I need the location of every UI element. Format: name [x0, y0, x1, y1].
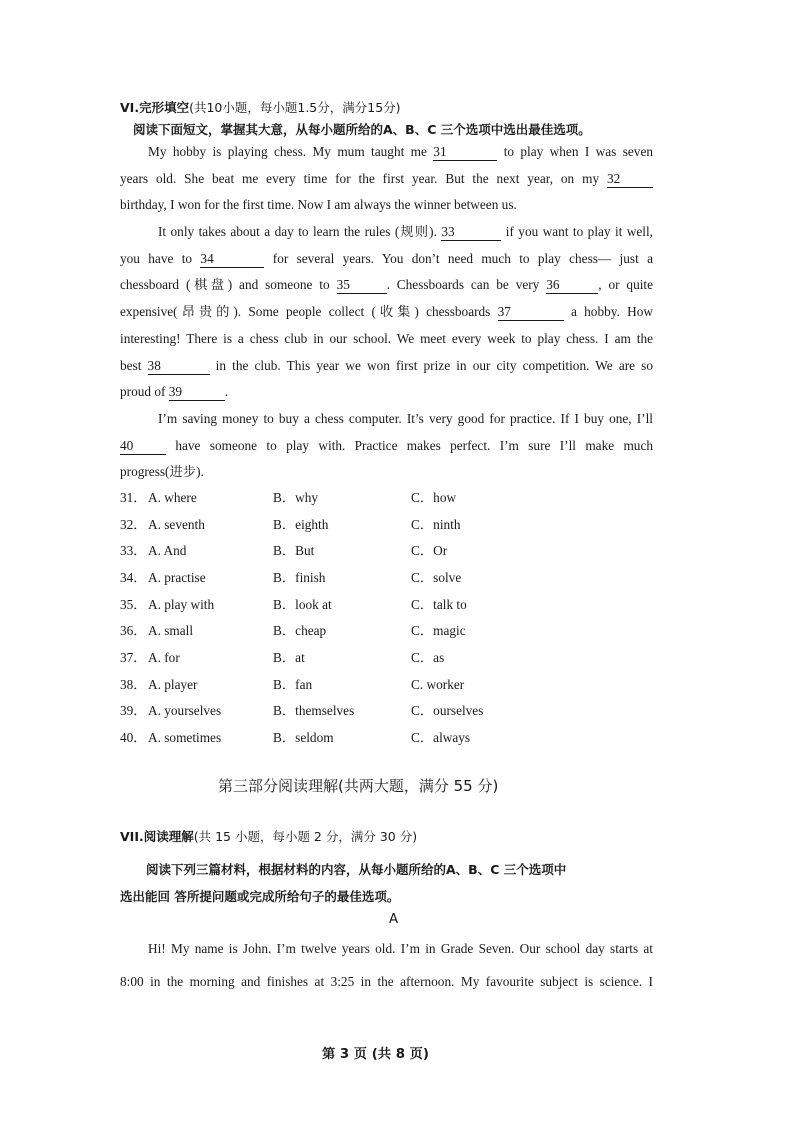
section-vii-instruction-line1: 阅读下列三篇材料，根据材料的内容，从每小题所给的A、B、C 三个选项中	[146, 862, 567, 877]
option-c[interactable]: C．always	[411, 730, 471, 745]
question-number: 34．	[120, 570, 147, 585]
option-a[interactable]: A. small	[148, 623, 194, 638]
option-row-31	[120, 485, 620, 512]
option-a[interactable]: A. play with	[148, 597, 215, 612]
question-number: 35．	[120, 597, 147, 612]
question-number: 37．	[120, 650, 147, 665]
question-number: 38．	[120, 677, 147, 692]
option-a[interactable]: A. where	[148, 490, 197, 505]
option-row-40	[120, 725, 620, 752]
passage-line: best 38 in the club. This year we won first prize in our city competition. We are so	[120, 357, 653, 373]
section-vii-instruction-line2: 选出能回 答所提问题或完成所给句子的最佳选项。	[120, 889, 400, 904]
section-vii-title-rest: (共 15 小题，每小题 2 分，满分 30 分)	[193, 829, 418, 844]
passage-label: A	[389, 912, 399, 927]
option-b[interactable]: B．themselves	[273, 703, 355, 718]
blank-33: 33	[441, 224, 501, 241]
blank-37: 37	[498, 304, 564, 321]
option-c[interactable]: C．ninth	[411, 517, 461, 532]
option-row-34	[120, 565, 620, 592]
blank-35: 35	[337, 277, 387, 294]
option-a[interactable]: A. sometimes	[148, 730, 222, 745]
blank-32: 32	[607, 171, 653, 188]
section-vi-title-rest: (共10小题，每小题1.5分，满分15分)	[189, 100, 401, 115]
question-number: 31．	[120, 490, 147, 505]
cloze-passage	[120, 139, 653, 486]
passage-line: you have to 34 for several years. You don’t need much to play chess— just a	[120, 250, 654, 266]
option-c[interactable]: C．magic	[411, 623, 466, 638]
option-c[interactable]: C. worker	[411, 677, 465, 692]
question-number: 33．	[120, 543, 147, 558]
question-number: 36．	[120, 623, 147, 638]
passage-line: years old. She beat me every time for the first year. But the next year, on my 32	[120, 166, 653, 193]
option-b[interactable]: B．eighth	[273, 517, 329, 532]
question-number: 40．	[120, 730, 147, 745]
option-b[interactable]: B．But	[273, 543, 315, 558]
blank-34: 34	[200, 251, 264, 268]
option-b[interactable]: B．look at	[273, 597, 332, 612]
passage-line: I’m saving money to buy a chess computer. It’s very good for practice. If I buy one, I’ll	[158, 410, 653, 426]
blank-38: 38	[148, 358, 210, 375]
option-c[interactable]: C．solve	[411, 570, 462, 585]
option-b[interactable]: B．why	[273, 490, 319, 505]
part3-title: 第三部分阅读理解(共两大题，满分 55 分)	[218, 777, 499, 795]
option-b[interactable]: B．finish	[273, 570, 326, 585]
page-number: 第 3 页 (共 8 页)	[322, 1047, 429, 1062]
option-a[interactable]: A. yourselves	[148, 703, 222, 718]
section-vi-title-bold: VI.完形填空	[120, 100, 190, 115]
option-c[interactable]: C．talk to	[411, 597, 467, 612]
passage-line: birthday, I won for the first time. Now I am always the winner between us.	[120, 197, 517, 213]
passage-line: Hi! My name is John. I’m twelve years old. I’m in Grade Seven. Our school day starts at	[148, 941, 653, 956]
question-number: 32．	[120, 517, 147, 532]
question-number: 39．	[120, 703, 147, 718]
passage-line: It only takes about a day to learn the rules (规则). 33 if you want to play it well,	[158, 224, 654, 240]
option-row-33	[120, 538, 620, 565]
option-a[interactable]: A. seventh	[148, 517, 205, 532]
option-c[interactable]: C．how	[411, 490, 457, 505]
option-row-35	[120, 592, 620, 619]
option-a[interactable]: A. And	[148, 543, 187, 558]
option-b[interactable]: B．seldom	[273, 730, 334, 745]
option-row-32	[120, 512, 620, 539]
option-c[interactable]: C．as	[411, 650, 445, 665]
blank-36: 36	[546, 277, 598, 294]
passage-line: 8:00 in the morning and finishes at 3:25 in the afternoon. My favourite subject is science. I	[120, 974, 653, 989]
section-vii-title-bold: VII.阅读理解	[120, 829, 194, 844]
option-row-39	[120, 698, 620, 725]
option-a[interactable]: A. for	[148, 650, 180, 665]
section-vii-title	[120, 827, 417, 845]
blank-40: 40	[120, 438, 166, 455]
passage-line: progress(进步).	[120, 464, 204, 480]
section-vi-title	[120, 98, 401, 116]
option-row-38	[120, 672, 620, 699]
passage-line: interesting! There is a chess club in our school. We meet every week to play chess. I am the	[120, 330, 653, 346]
passage-line: expensive(昂贵的). Some people collect (收集) chessboards 37 a hobby. How	[120, 304, 653, 320]
passage-line: proud of 39 .	[120, 384, 229, 400]
option-a[interactable]: A. player	[148, 677, 198, 692]
blank-31: 31	[433, 144, 497, 161]
option-b[interactable]: B．at	[273, 650, 305, 665]
passage-line: 40 have someone to play with. Practice makes perfect. I’m sure I’ll make much	[120, 437, 654, 453]
passage-line: chessboard (棋盘) and someone to 35 . Chessboards can be very 36 , or quite	[120, 277, 654, 293]
option-b[interactable]: B．cheap	[273, 623, 327, 638]
reading-passage-a	[120, 932, 653, 998]
option-row-36	[120, 618, 620, 645]
option-row-37	[120, 645, 620, 672]
option-c[interactable]: C．ourselves	[411, 703, 484, 718]
option-b[interactable]: B．fan	[273, 677, 313, 692]
section-vi-instruction: 阅读下面短文，掌握其大意，从每小题所给的A、B、C 三个选项中选出最佳选项。	[133, 122, 591, 137]
passage-line: My hobby is playing chess. My mum taught me 31 to play when I was seven	[148, 144, 653, 159]
option-c[interactable]: C．Or	[411, 543, 448, 558]
option-a[interactable]: A. practise	[148, 570, 206, 585]
blank-39: 39	[169, 384, 225, 401]
